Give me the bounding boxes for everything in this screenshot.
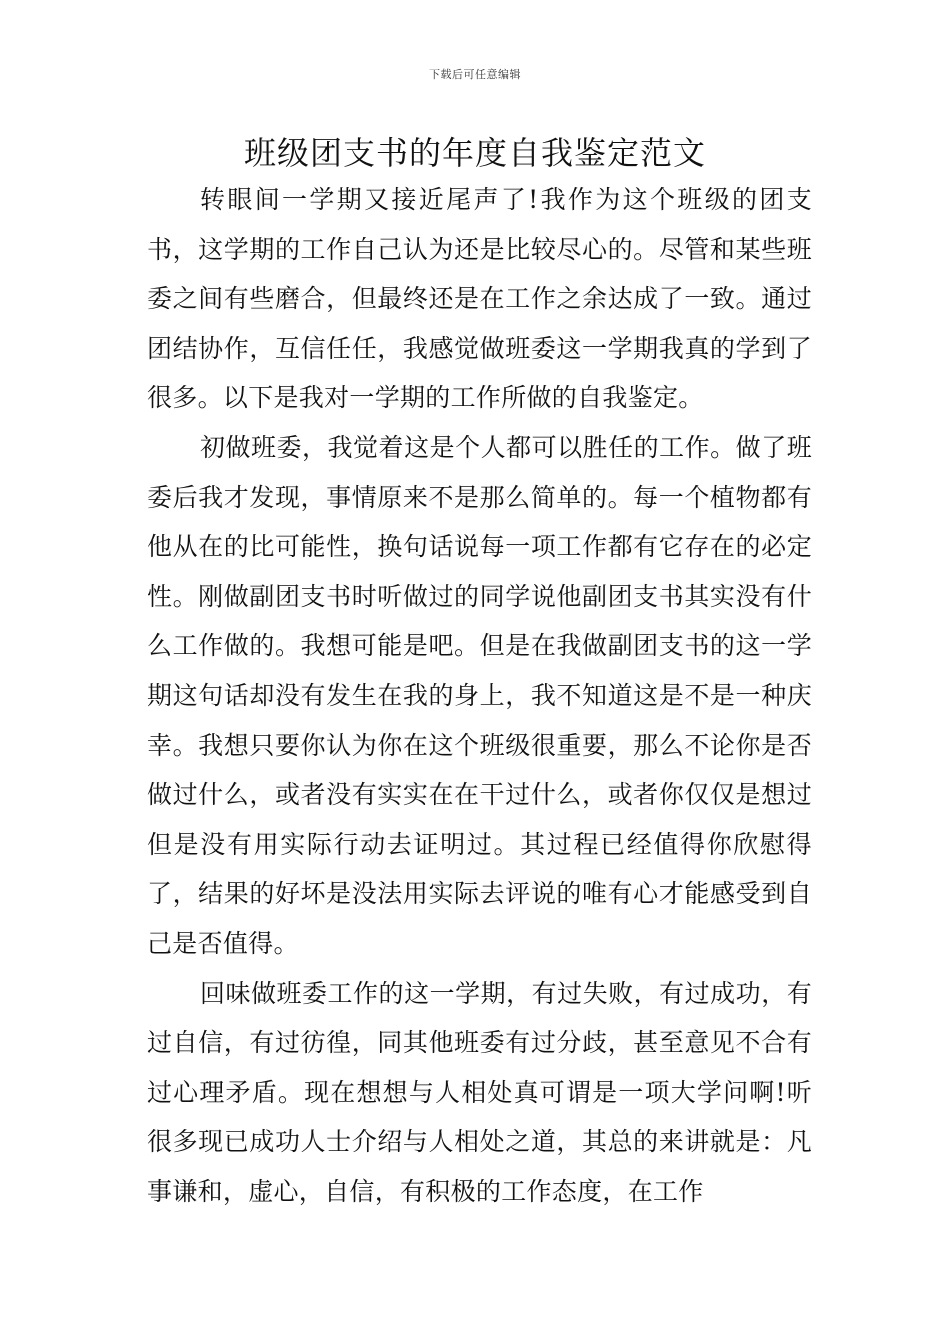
paragraph-2: 初做班委，我觉着这是个人都可以胜任的工作。做了班委后我才发现，事情原来不是那么简单的。每一个植物都有他从在的比可能性，换句话说每一项工作都有它存在的必定性。刚做副团支书时听做过的同学说他副团支书其实没有什么工作做的。我想可能是吧。但是在我做副团支书的这一学期这句话却没有发生在我的身上，我不知道这是不是一种庆幸。我想只要你认为你在这个班级很重要，那么不论你是否做过什么，或者没有实实在在干过什么，或者你仅仅是想过但是没有用实际行动去证明过。其过程已经值得你欣慰得了，结果的好坏是没法用实际去评说的唯有心才能感受到自己是否值得。: [147, 432, 812, 958]
paragraph-1: 转眼间一学期又接近尾声了!我作为这个班级的团支书，这学期的工作自己认为还是比较尽心的。尽管和某些班委之间有些磨合，但最终还是在工作之余达成了一致。通过团结协作，互信任任，我感觉做班委这一学期我真的学到了很多。以下是我对一学期的工作所做的自我鉴定。: [147, 185, 812, 413]
document-body: [147, 175, 812, 1216]
paragraph-3: 回味做班委工作的这一学期，有过失败，有过成功，有过自信，有过彷徨，同其他班委有过分歧，甚至意见不合有过心理矛盾。现在想想与人相处真可谓是一项大学问啊!听很多现已成功人士介绍与人相处之道，其总的来讲就是：凡事谦和，虚心，自信，有积极的工作态度，在工作: [147, 978, 812, 1206]
document-title: 班级团支书的年度自我鉴定范文: [243, 134, 706, 172]
header-note: 下载后可任意编辑: [429, 68, 521, 81]
